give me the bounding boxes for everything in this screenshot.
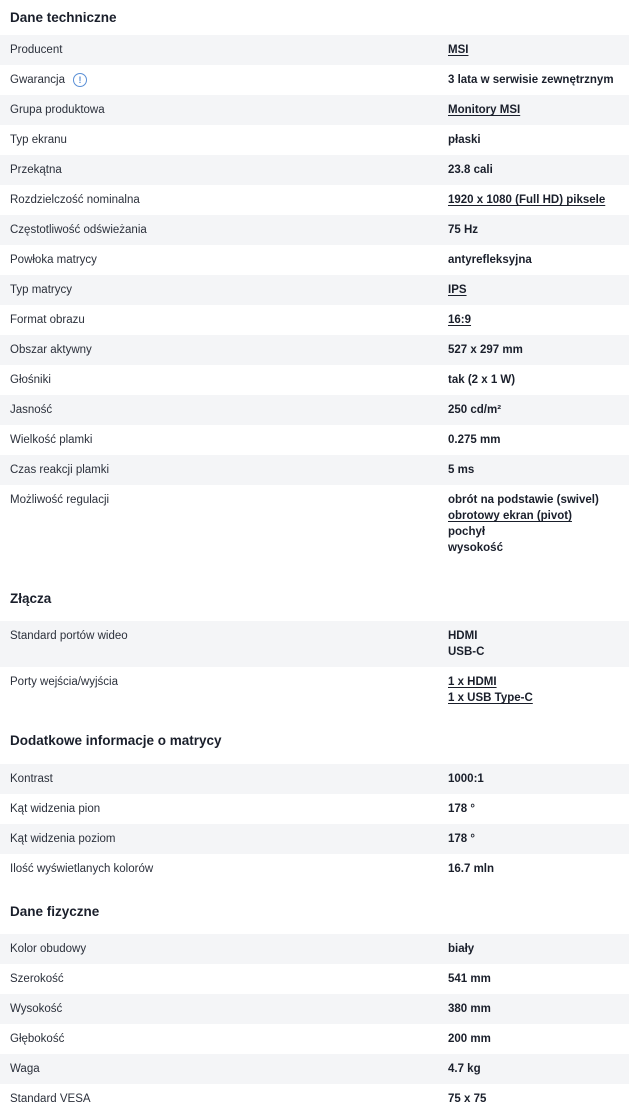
spec-value: 3 lata w serwisie zewnętrznym xyxy=(448,74,614,86)
spec-value: 1000:1 xyxy=(448,773,484,785)
spec-label: Wysokość xyxy=(10,1003,63,1015)
spec-value: 23.8 cali xyxy=(448,164,493,176)
port-link[interactable]: 1 x USB Type-C xyxy=(448,692,533,704)
spec-row-obszar xyxy=(0,335,629,365)
spec-row-kolory xyxy=(0,854,629,884)
spec-label: Typ ekranu xyxy=(10,134,67,146)
spec-value: 380 mm xyxy=(448,1003,491,1015)
spec-row-przekatna xyxy=(0,155,629,185)
spec-row-typ-matrycy xyxy=(0,275,629,305)
product-group-link[interactable]: Monitory MSI xyxy=(448,104,521,116)
aspect-ratio-link[interactable]: 16:9 xyxy=(448,314,472,326)
spec-row-czestotliwosc xyxy=(0,215,629,245)
spec-label: Głębokość xyxy=(10,1033,65,1045)
spec-label: Głośniki xyxy=(10,374,51,386)
spec-label: Gwarancja xyxy=(10,74,65,86)
spec-row-producent xyxy=(0,35,629,65)
spec-value: USB-C xyxy=(448,646,485,658)
spec-value: 541 mm xyxy=(448,973,491,985)
spec-row-plamka xyxy=(0,425,629,455)
section-title-physical: Dane fizyczne xyxy=(10,903,100,919)
spec-value: 178 ° xyxy=(448,803,475,815)
spec-row-grupa xyxy=(0,95,629,125)
spec-row-czas-reakcji xyxy=(0,455,629,485)
spec-value: płaski xyxy=(448,134,481,146)
spec-row-powloka xyxy=(0,245,629,275)
spec-value: biały xyxy=(448,943,475,955)
spec-label: Rozdzielczość nominalna xyxy=(10,194,140,206)
spec-label: Jasność xyxy=(10,404,53,416)
spec-value: 5 ms xyxy=(448,464,475,476)
section-title-connectors: Złącza xyxy=(10,590,52,606)
spec-value: 4.7 kg xyxy=(448,1063,481,1075)
spec-label: Czas reakcji plamki xyxy=(10,464,110,476)
spec-label: Ilość wyświetlanych kolorów xyxy=(10,863,154,875)
section-title-matrix: Dodatkowe informacje o matrycy xyxy=(10,733,222,748)
spec-row-kat-pion xyxy=(0,794,629,824)
spec-value: tak (2 x 1 W) xyxy=(448,374,516,386)
spec-row-standard-portow xyxy=(0,621,629,667)
spec-label: Szerokość xyxy=(10,973,64,985)
port-link[interactable]: 1 x HDMI xyxy=(448,676,497,688)
spec-label: Kąt widzenia poziom xyxy=(10,833,116,845)
spec-row-format xyxy=(0,305,629,335)
spec-label: Obszar aktywny xyxy=(10,344,92,356)
spec-label: Kontrast xyxy=(10,773,53,785)
spec-row-kat-poziom xyxy=(0,824,629,854)
spec-label: Kąt widzenia pion xyxy=(10,803,101,815)
spec-value: HDMI xyxy=(448,630,478,642)
spec-label: Powłoka matrycy xyxy=(10,254,97,266)
spec-label: Waga xyxy=(10,1063,40,1075)
spec-row-regulacja xyxy=(0,485,629,571)
spec-row-jasnosc xyxy=(0,395,629,425)
spec-label: Kolor obudowy xyxy=(10,943,87,955)
spec-value: pochył xyxy=(448,526,486,538)
spec-row-kolor xyxy=(0,934,629,964)
spec-value: 16.7 mln xyxy=(448,863,495,875)
spec-row-rozdzielczosc xyxy=(0,185,629,215)
spec-value: antyrefleksyjna xyxy=(448,254,532,266)
panel-type-link[interactable]: IPS xyxy=(448,284,467,296)
spec-row-waga xyxy=(0,1054,629,1084)
spec-row-vesa xyxy=(0,1084,629,1114)
spec-value: wysokość xyxy=(448,542,503,554)
pivot-link[interactable]: obrotowy ekran (pivot) xyxy=(448,510,572,522)
spec-label: Producent xyxy=(10,44,63,56)
spec-label: Standard VESA xyxy=(10,1093,91,1105)
spec-label: Porty wejścia/wyjścia xyxy=(10,676,118,688)
spec-label: Częstotliwość odświeżania xyxy=(10,224,147,236)
info-icon[interactable]: ! xyxy=(73,73,87,87)
spec-row-szerokosc xyxy=(0,964,629,994)
spec-value: 75 Hz xyxy=(448,224,479,236)
producer-link[interactable]: MSI xyxy=(448,44,469,56)
spec-value: 75 x 75 xyxy=(448,1093,487,1105)
spec-label: Typ matrycy xyxy=(10,284,72,296)
spec-label: Wielkość plamki xyxy=(10,434,93,446)
spec-row-glosniki xyxy=(0,365,629,395)
spec-value: obrót na podstawie (swivel) xyxy=(448,494,599,506)
section-title-tech: Dane techniczne xyxy=(10,10,117,25)
spec-label: Format obrazu xyxy=(10,314,85,326)
spec-label: Przekątna xyxy=(10,164,62,176)
spec-label: Standard portów wideo xyxy=(10,630,128,642)
spec-label: Grupa produktowa xyxy=(10,104,105,116)
spec-value: 200 mm xyxy=(448,1033,491,1045)
spec-value: 178 ° xyxy=(448,833,475,845)
spec-value: 250 cd/m² xyxy=(448,404,502,416)
spec-value: 0.275 mm xyxy=(448,434,501,446)
spec-row-kontrast xyxy=(0,764,629,794)
spec-row-gwarancja xyxy=(0,65,629,95)
resolution-link[interactable]: 1920 x 1080 (Full HD) piksele xyxy=(448,194,606,206)
spec-row-porty xyxy=(0,667,629,713)
spec-label: Możliwość regulacji xyxy=(10,494,110,506)
spec-row-glebokosc xyxy=(0,1024,629,1054)
spec-row-typ-ekranu xyxy=(0,125,629,155)
spec-value: 527 x 297 mm xyxy=(448,344,523,356)
spec-row-wysokosc xyxy=(0,994,629,1024)
